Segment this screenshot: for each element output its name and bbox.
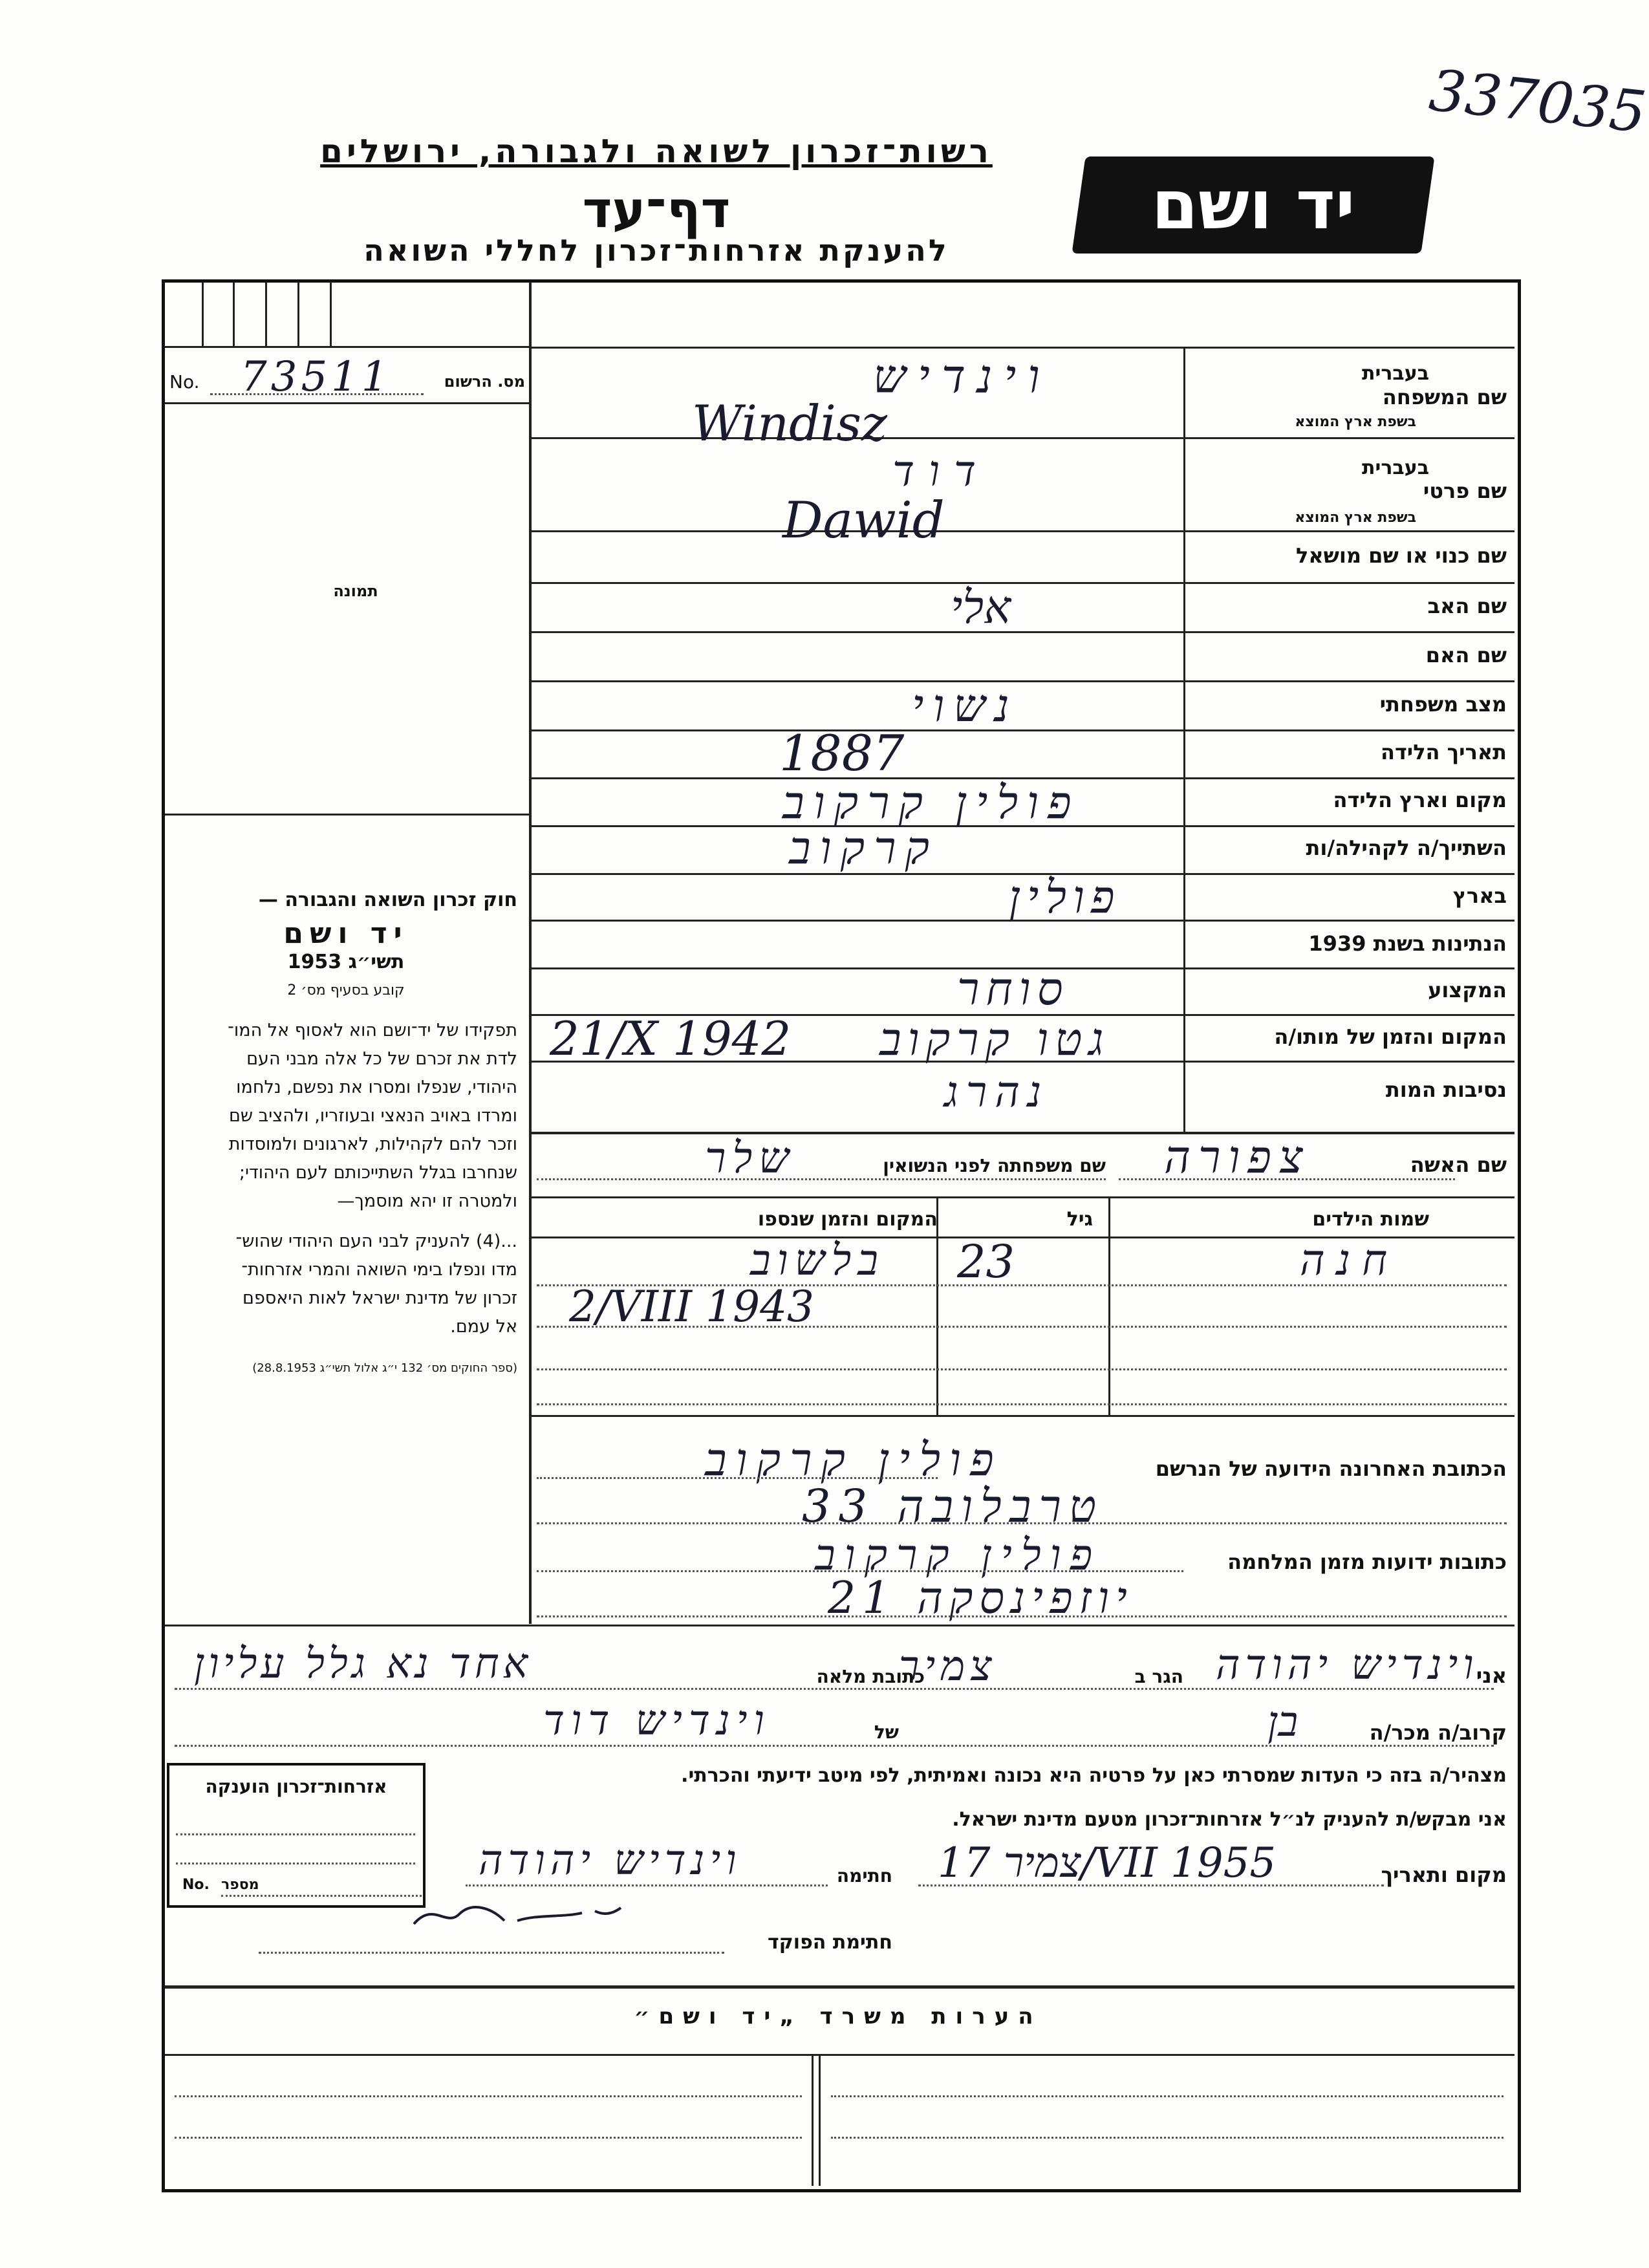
law-text-2: לדת את זכרם של כל אלה מבני העם [246, 1049, 517, 1069]
corner-number: 337035 [1426, 56, 1649, 146]
child-name: חנה [1300, 1235, 1399, 1285]
given-hebrew-value: דוד [892, 446, 991, 496]
birthdate-value: 1887 [779, 724, 905, 782]
law-text-5: וזכר להם לקהילות, לארגונים ולמוסדות [228, 1134, 517, 1154]
declarant-address: אחד נא גלל עליון [194, 1640, 532, 1688]
death-label: המקום והזמן של מותו/ה [1274, 1024, 1507, 1049]
registration-row [169, 353, 525, 401]
law-clause: קובע בסעיף מס׳ 2 [287, 982, 405, 999]
children-names-header: שמות הילדים [1312, 1208, 1429, 1231]
declarant-name: וינדיש יהודה [1216, 1641, 1479, 1689]
law-source: (ספר החוקים מס׳ 132 י״ג אלול תשי״ג 28.8.1953) [252, 1361, 517, 1375]
law-text-4: ומרדו באויב הנאצי ובעוזריו, ולהציב שם [228, 1106, 517, 1126]
law-title: חוק זכרון השואה והגבורה — [258, 889, 517, 911]
death-date-value: 21/X 1942 [550, 1011, 792, 1066]
declarant-city: צמיר [899, 1643, 997, 1690]
country-label: בארץ [1452, 883, 1507, 908]
relation-label: קרוב/ה מכר/ה [1369, 1720, 1507, 1745]
last-address-city: פולין קרקוב [705, 1433, 1003, 1486]
form-title: דף־עד [582, 181, 731, 239]
citizenship-box-title: אזרחות־זכרון הוענקה [205, 1776, 387, 1797]
place-date-value: צמיר 17/VII 1955 [938, 1839, 1277, 1887]
citizenship-label: הנתינות בשנת 1939 [1308, 931, 1507, 956]
form-subtitle: להענקת אזרחות־זכרון לחללי השואה [363, 233, 949, 268]
law-text-9: מדו ונפלו בימי השואה והמרי אזרחות־ [241, 1260, 517, 1280]
law-text-8: ...(4) להעניק לבני העם היהודי שהוש־ [235, 1231, 517, 1251]
war-address-label: כתובות ידועות מזמן המלחמה [1227, 1550, 1507, 1574]
cause-label: נסיבות המות [1385, 1077, 1507, 1102]
community-value: קרקוב [789, 821, 938, 874]
wife-label: שם האשה [1410, 1152, 1507, 1177]
law-name: יד ושם [283, 917, 409, 950]
children-place-header: המקום והזמן שנספו [757, 1208, 938, 1231]
birthplace-label: מקום וארץ הלידה [1333, 788, 1507, 812]
war-address-city: פולין קרקוב [815, 1530, 1102, 1580]
law-text-7: ולמטרה זו יהא מוסמך— [337, 1191, 517, 1211]
maiden-label: שם משפחתה לפני הנשואין [883, 1155, 1106, 1176]
origin-label-1: בשפת ארץ המוצא [1295, 414, 1416, 430]
profession-value: סוחר [957, 962, 1070, 1015]
given-label: שם פרטי [1423, 479, 1507, 503]
law-year: תשי״ג 1953 [287, 951, 405, 973]
officer-label: חתימת הפוקד [768, 1931, 892, 1954]
law-text-6: שנחרבו בגלל השתייכותם לעם היהודי; [239, 1163, 517, 1183]
statement-1: מצהיר/ה בזה כי העדות שמסרתי כאן על פרטיה היא נכונה ואמיתית, לפי מיטב ידיעתי והכרתי. [681, 1764, 1507, 1787]
law-text-11: אל עמם. [450, 1317, 517, 1337]
photo-label: תמונה [333, 582, 378, 600]
org-line: רשות־זכרון לשואה ולגבורה, ירושלים [320, 133, 993, 170]
hebrew-label-2: בעברית [1362, 457, 1429, 479]
law-text-3: היהודי, שנפלו ומסרו את נפשם, נלחמו [236, 1077, 517, 1097]
law-text-10: זכרון של מדינת ישראל לאות היאספם [242, 1288, 517, 1308]
registration-label: מס. הרשום [444, 373, 525, 391]
war-address-street: יוזפינסקה 21 [828, 1573, 1134, 1624]
statement-2: אני מבקש/ת להעניק לנ״ל אזרחות־זכרון מטעם מדינת ישראל. [952, 1808, 1507, 1831]
of-label: של [874, 1722, 899, 1743]
child-age: 23 [957, 1235, 1015, 1288]
no-label: No. [169, 371, 200, 393]
community-label: השתייך/ה לקהילה/ות [1306, 836, 1507, 860]
place-date-label: מקום ותאריך [1381, 1863, 1507, 1887]
profession-label: המקצוע [1428, 978, 1507, 1002]
registration-number: 73511 [241, 353, 392, 401]
marital-label: מצב משפחתי [1379, 692, 1507, 717]
cause-value: נהרג [944, 1067, 1050, 1117]
mother-label: שם האם [1425, 643, 1507, 667]
resides-label: הגר ב [1134, 1666, 1183, 1687]
marital-value: נשוי [912, 679, 1018, 732]
logo-text: יד ושם [1151, 166, 1355, 244]
hebrew-label-1: בעברית [1362, 362, 1429, 385]
signature-value: וינדיש יהודה [479, 1837, 742, 1885]
child-death-date: 2/VIII 1943 [569, 1282, 815, 1332]
remarks-title: הערות משרד „יד ושם״ [634, 2003, 1042, 2029]
citizenship-box-no: No. [182, 1877, 210, 1893]
birthplace-value: פולין קרקוב [782, 776, 1081, 829]
surname-origin-value: Windisz [692, 394, 888, 452]
signature-label: חתימה [836, 1865, 892, 1886]
given-origin-value: Dawid [782, 491, 945, 550]
last-address-street: טרבלובה 33 [802, 1480, 1105, 1533]
birthdate-label: תאריך הלידה [1380, 740, 1507, 764]
citizenship-box-number-label: מספר [221, 1877, 259, 1893]
country-value: פולין [1009, 870, 1121, 923]
children-age-header: גיל [1066, 1208, 1093, 1231]
father-label: שם האב [1427, 594, 1507, 618]
origin-label-2: בשפת ארץ המוצא [1295, 510, 1416, 526]
surname-hebrew-value: וינדיש [873, 349, 1051, 404]
child-death-place: בלשוב [750, 1235, 885, 1285]
address-full-label: כתובת מלאה [816, 1666, 925, 1687]
officer-signature [407, 1895, 666, 1934]
citizenship-box [167, 1763, 426, 1908]
law-block [175, 886, 517, 1383]
declarant-i-label: אני [1476, 1663, 1507, 1688]
father-value: אלי [951, 581, 1011, 634]
last-address-label: הכתובת האחרונה הידועה של הנרשם [1155, 1456, 1507, 1481]
surname-label: שם המשפחה [1382, 385, 1507, 409]
death-place-value: גטו קרקוב [879, 1013, 1110, 1066]
yad-vashem-logo [1072, 157, 1434, 254]
relation-value: בן [1267, 1698, 1299, 1746]
of-value: וינדיש דוד [543, 1697, 771, 1745]
maiden-value: שלר [705, 1133, 796, 1183]
wife-value: צפורה [1164, 1130, 1311, 1183]
law-text-1: תפקידו של יד־ושם הוא לאסוף אל המו־ [228, 1021, 517, 1041]
nickname-label: שם כנוי או שם מושאל [1295, 543, 1507, 568]
